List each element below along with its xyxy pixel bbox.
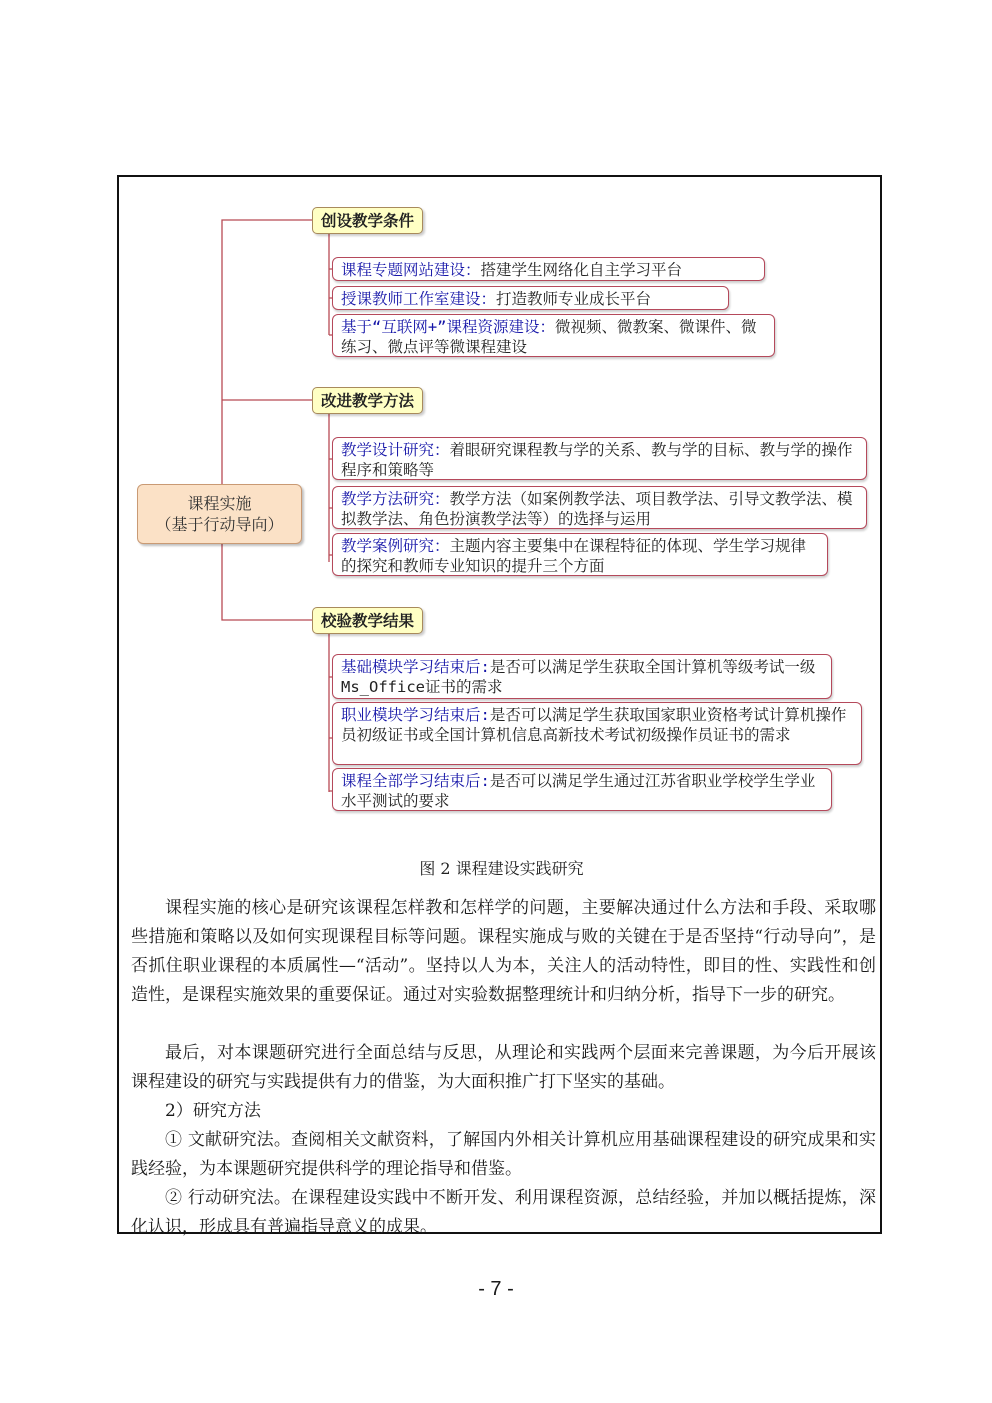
item-text: 微视频、微教案、微课件、微练习、微点评等微课程建设	[341, 318, 757, 356]
body-paragraph: ① 文献研究法。查阅相关文献资料，了解国内外相关计算机应用基础课程建设的研究成果和实践经验，为本课题研究提供科学的理论指导和借鉴。	[131, 1130, 876, 1179]
item-text: 是否可以满足学生获取全国计算机等级考试一级Ms_Office证书的需求	[341, 658, 816, 696]
item-course-website	[332, 257, 765, 281]
page-number: - 7 -	[478, 1278, 514, 1300]
item-key: 基础模块学习结束后:	[341, 658, 490, 676]
item-text: 打造教师专业成长平台	[496, 290, 652, 308]
category-label: 改进教学方法	[321, 392, 415, 410]
section-heading: 2）研究方法	[165, 1101, 261, 1121]
category-teaching-conditions	[312, 207, 423, 234]
connector-cat-1	[222, 220, 313, 310]
item-vocational-module	[332, 702, 862, 765]
figure-caption: 图 2 课程建设实践研究	[419, 859, 584, 878]
item-teaching-method-study	[332, 486, 867, 529]
item-text: 主题内容主要集中在课程特征的体现、学生学习规律的探究和教师专业知识的提升三个方面	[341, 537, 807, 575]
connector-cat-3	[222, 544, 313, 620]
item-key: 教学案例研究：	[341, 537, 450, 555]
item-text: 着眼研究课程教与学的关系、教与学的目标、教与学的操作程序和策略等	[341, 441, 853, 479]
root-subtitle: （基于行动导向）	[155, 515, 284, 534]
body-paragraph: ② 行动研究法。在课程建设实践中不断开发、利用课程资源，总结经验，并加以概括提炼，深化认识，形成具有普遍指导意义的成果。	[131, 1188, 876, 1237]
body-paragraph: 最后，对本课题研究进行全面总结与反思，从理论和实践两个层面来完善课题，为今后开展该课程建设的研究与实践提供有力的借鉴，为大面积推广打下坚实的基础。	[131, 1043, 876, 1092]
item-key: 职业模块学习结束后:	[341, 706, 490, 724]
body-paragraph: 课程实施的核心是研究该课程怎样教和怎样学的问题，主要解决通过什么方法和手段、采取哪些措施和策略以及如何实现课程目标等问题。课程实施成与败的关键在于是否坚持“行动导向”，是否抓住职业课程的本质属性—“活动”。坚持以人为本，关注人的活动特性，即目的性、实践性和创造性，是课程实施效果的重要保证。通过对实验数据整理统计和归纳分析，指导下一步的研究。	[131, 898, 876, 1005]
item-key: 教学设计研究：	[341, 441, 450, 459]
category-teaching-methods	[312, 387, 423, 414]
category-label: 创设教学条件	[321, 212, 415, 230]
root-title: 课程实施	[187, 494, 252, 513]
item-text: 是否可以满足学生获取国家职业资格考试计算机操作员初级证书或全国计算机信息高新技术考试初级操作员证书的需求	[341, 706, 847, 744]
item-full-course	[332, 768, 832, 811]
item-text: 是否可以满足学生通过江苏省职业学校学生学业水平测试的要求	[341, 772, 816, 810]
mind-map-root	[137, 484, 302, 544]
item-text: 搭建学生网络化自主学习平台	[480, 261, 683, 279]
item-text: 教学方法（如案例教学法、项目教学法、引导文教学法、模拟教学法、角色扮演教学法等）的选择与运用	[341, 490, 853, 528]
item-teacher-studio	[332, 286, 729, 310]
item-key: 教学方法研究：	[341, 490, 450, 508]
item-key: 课程全部学习结束后:	[341, 772, 490, 790]
item-key: 授课教师工作室建设：	[341, 290, 497, 308]
mind-map-diagram	[119, 177, 884, 857]
category-verify-results	[312, 607, 423, 634]
content-frame	[117, 175, 882, 1237]
item-teaching-case	[332, 533, 828, 576]
item-teaching-design	[332, 437, 867, 480]
item-key: 基于“互联网+”课程资源建设：	[341, 318, 555, 336]
item-basic-module	[332, 654, 832, 699]
category-label: 校验教学结果	[321, 612, 415, 630]
item-internet-resources	[332, 314, 775, 357]
item-key: 课程专题网站建设：	[341, 261, 481, 279]
